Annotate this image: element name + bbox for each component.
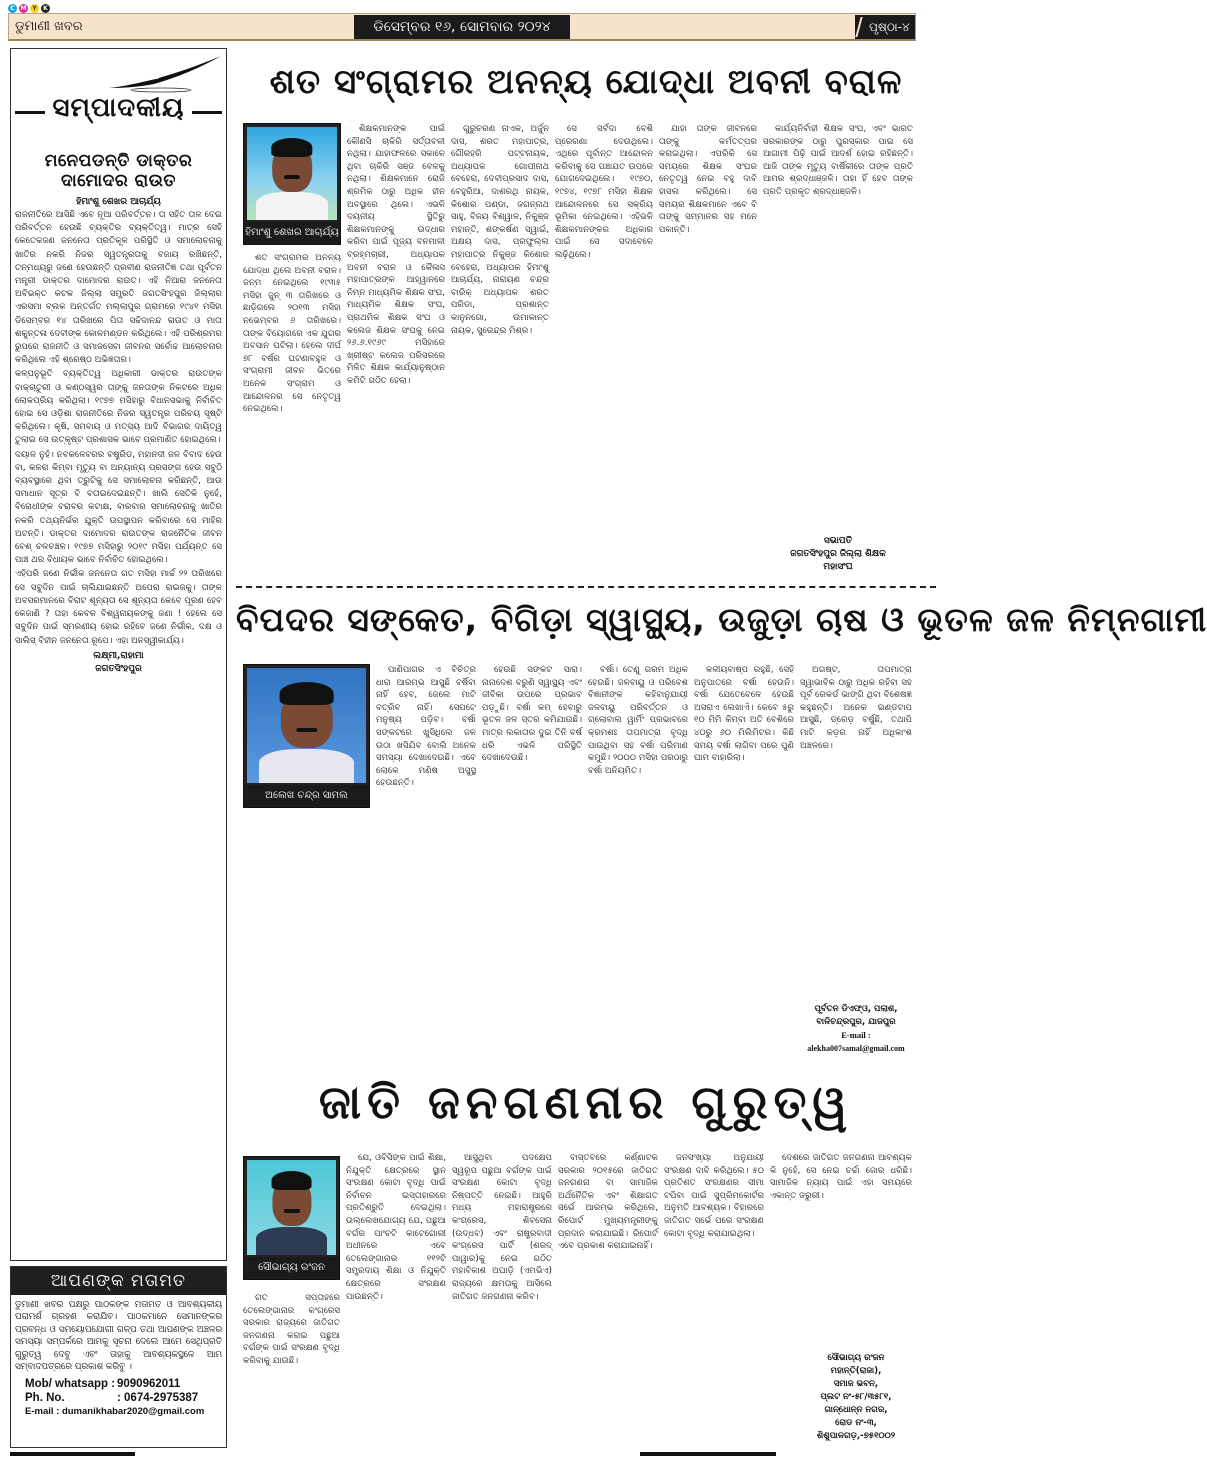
signature-line: ସଭାପତି	[823, 536, 853, 546]
contact-details	[11, 1375, 226, 1420]
photo-caption: ହିମାଂଶୁ ଶେଖର ଆଚାର୍ଯ୍ୟ	[244, 222, 340, 244]
contact-label: Mob/ whatsapp :	[25, 1378, 116, 1391]
article-2-column	[800, 664, 912, 999]
portrait-shirt	[256, 1227, 327, 1256]
article-2-signature	[800, 1003, 912, 1055]
contact-label: Ph. No.	[25, 1392, 65, 1405]
print-registration-marks	[8, 4, 50, 13]
section-title: ସମ୍ପାଦକୀୟ	[52, 93, 185, 123]
article-text: ହେଉଛି ସଙ୍କଟ ସାରା। ନାନାଦେଶ ବରୁଣି ସ୍ୱାସ୍ଥ୍ୟ ଏବଂ ଜୀବିକା ଉପରେ ପ୍ରଭାବ ପଡ଼ୁଛି। ବର୍ଷା କମ୍ ହେବାରୁ ଭୂତଳ ଜଳ ସ୍ତର କମିଯାଉଛି। ମାତ୍ର ଲକାତାର ଦୁଇ ତିନି ବର୍ଷ ଧରି ଏଭଳି ପରିସ୍ଥିତି ଦେଖାଦେଉଛି।	[482, 665, 582, 764]
article-3-column	[346, 1152, 446, 1457]
article-3-column	[243, 1292, 340, 1457]
article-text: ଅଗଷ୍ଟ, ତାପମାତ୍ରା ସ୍ୱାଭାବିକ ଠାରୁ ଅଧିକ ରହିବା ସହ ପୂର୍ବ ରେକର୍ଡ ଭାଙ୍ଗି ଥିବା ବିଶେଷଜ୍ଞ କହୁଛନ୍ତି। ଅନେକ ଇଣ୍ଡଟାପ ଆସୁଛି, ଡ୍ରେଡ଼ ବର୍ଷୁଛି, ତଥାପି ମାଟି କଡ଼ର ନାହିଁ ଅଧିକାଂଶ ଅଞ୍ଚଳରେ।	[800, 665, 912, 751]
author-portrait	[247, 127, 337, 220]
article-text: ଗତ ସପ୍ତାହରେ ତେଲେଙ୍ଗାନାର କଂଗ୍ରେସ ସରକାର ରାଜ୍ୟରେ ଜାତିଗତ ଜନଗଣନା କରାଇ ପଛୁଆ ବର୍ଗଙ୍କ ପାଇଁ ସଂରକ୍ଷଣ ବୃଦ୍ଧି କରିବାକୁ ଯାଉଛି।	[243, 1293, 340, 1366]
editorial-logo	[11, 49, 226, 147]
editorial-headline: ମନେପଡନ୍ତି ଡାକ୍ତର ଦାମୋଦର ରାଉତ	[44, 151, 193, 191]
article-separator	[236, 586, 936, 588]
article-1-column	[555, 123, 653, 583]
contact-phone	[25, 1391, 212, 1405]
article-2-column	[376, 664, 476, 1049]
article-text: ବାସ୍ତବରେ କର୍ଣ୍ଣାଟକ ସରକାର ୨୦୧୫ରେ ଜାତିଗତ ଜନଗଣନା ବା ସାମାଜିକ ଅର୍ଥନୈତିକ ଏବଂ ଶିକ୍ଷାଗତ ସର୍ଭେ ଆରମ୍ଭ କରିଥିଲେ, ରିପୋର୍ଟ ମୁଖ୍ୟମନ୍ତ୍ରୀଙ୍କୁ ପ୍ରଦାନ କରାଯାଇଛି। ରିପୋର୍ଟ ଏବେ ପ୍ରକାଶ କରାଯାଇନାହିଁ।	[558, 1153, 658, 1252]
signature-line: E-mail :	[841, 1030, 871, 1040]
editorial-body	[11, 209, 226, 648]
portrait-shirt	[256, 192, 328, 220]
portrait-moustache	[284, 175, 300, 179]
article-text: ଜନସଂଖ୍ୟା ଅନୁଯାୟୀ ସଂରକ୍ଷଣ ଦାବି କରିଥିଲେ। ୫୦ ପ୍ରତିଶତ ସଂରକ୍ଷଣର ସୀମା ଟପିବା ପାଇଁ ସୁପ୍ରିମକୋର୍ଟର ଅନୁମତି ଆବଶ୍ୟକ। ବିହାରରେ ଜାତିଗତ ସର୍ଭେ ପରେ ସଂରକ୍ଷଣ କୋଟା ବୃଦ୍ଧି କରାଯାଇଥିଲା।	[664, 1153, 764, 1239]
article-3-author-photo	[243, 1156, 340, 1295]
article-3-column	[770, 1152, 912, 1347]
portrait-hair	[271, 138, 312, 157]
signature-line: ଗାନ୍ଧୋନ୍ନ ନଗର,	[824, 1405, 888, 1415]
article-text: ଯେ, ଓବିସିଙ୍କ ପାଇଁ ଶିକ୍ଷା, ନିଯୁକ୍ତି କ୍ଷେତ୍ରରେ ସ୍ଥାନ ସଂରକ୍ଷଣ କୋଟା ବୃଦ୍ଧି ପାଇଁ ନିର୍ବାଚନ ଇସ୍ତାହାରରେ ପ୍ରତିଶ୍ରୁତି ଦେଇଥିଲା। ଉଲ୍ଲେଖଯୋଗ୍ୟ ଯେ, ପଛୁଆ ବର୍ଗର ପାଂଚଟି କାଟେଗୋରୀ ଅଧୀନରେ ଏବେ ତେଲେଙ୍ଗାନାର ୧୧୨ଟି ସମ୍ପ୍ରଦାୟ ଶିକ୍ଷା ଓ ନିଯୁକ୍ତି କ୍ଷେତ୍ରରେ ସଂରକ୍ଷଣ ପାଉଛନ୍ତି।	[346, 1153, 446, 1302]
editorial-paragraph: ରାଜନୀତିରେ ଆସିଛି ଏବେ ନୂଆ ପରିବର୍ତ୍ତନ। ତା ସହିତ ତାଳ ଦେଇ ପରିବର୍ତ୍ତନ ହେଉଛି ବ୍ୟକ୍ତିର ବ୍ୟକ୍ତିତ୍ୱ। ମାତ୍ର ସେହି କେତେକଜଣ ଜନନେତା ପ୍ରତିକୂଳ ପରିସ୍ଥିତି ଓ ସମାଲୋଚନାକୁ ଖାତିର ନକରି ନିଜର ସ୍ୱତନ୍ତ୍ରତାକୁ ବଜାୟ ରଖିଛନ୍ତି, ତନ୍ମଧ୍ୟରୁ ଜଣେ ହେଉଛନ୍ତି ପ୍ରବୀଣ ରାଜନୀତିଜ୍ଞ ତଥା ପୂର୍ବତନ ମନ୍ତ୍ରୀ ଡାକ୍ତର ଦାମୋଦର ରାଉତ। ଏହି ନିଆରା ଜନନେତା ଅବିଭକ୍ତ କଟକ ଜିଲ୍ଲା ସମ୍ପ୍ରତି ଜଗତସିଂହପୁର ଜିଲ୍ଲାର ଏରସମା ବ୍ଲକ ଅନ୍ତର୍ଗତ ମଲ୍ଲାପୁର ଗ୍ରାମରେ ୧୯୪୧ ମସିହା ଡିସେମ୍ବର ୧୪ ତାରିଖରେ ପିତା ସଚ୍ଚିଦାନନ୍ଦ ରାଉତ ଓ ମାତା ଶକୁନ୍ତଳା ଦେବୀଙ୍କ କୋଳମଣ୍ଡନ କରିଥିଲେ। ଏହି ପରିଶ୍ରମର ରୁପରେ ରାଜନୀତି ଓ ସମାଜସେବା ଜୀବନର ସର୍ବୋଚ୍ଚ ଆଲୋଚନାର କରିଥିଲେ ଏହି ଶ୍ରେଷ୍ଠ ଅଭିଜ୍ଞତାର।	[15, 210, 222, 366]
cyan-mark: C	[8, 4, 17, 13]
signature-line: ମହାନ୍ତି(ରାଜା),	[830, 1366, 882, 1376]
yellow-mark: Y	[30, 4, 39, 13]
article-1-column	[763, 123, 913, 513]
article-1-column	[347, 123, 445, 583]
article-3-column	[558, 1152, 658, 1457]
signature-line: ବାଳିଚନ୍ଦ୍ରପୁର, ଯାଜପୁର	[816, 1017, 896, 1027]
article-text: ପାଣିପାଗର ଏ ବିଚିତ୍ର ଧାରା ଆରମ୍ଭ ଆସୁଛି ବର୍ଷିବା ନାହିଁ ହେବ, ଜେଲେ ମାଟି ବତ୍ରିବ ନାହିଁ। ସେପଟେ ମନୁଷ୍ୟ ପଡ଼ିବ। ବର୍ଷା ସଙ୍କଟରେ ଖୁସିଧିଲେ ଜଳ ଉଠା ଖସିଯିବ ବୋଲି ଅନେକ ସମସ୍ୟା ଦେଖାଦେଉଛି। ଏବେ ଲୋକେ ମଣିଷ ଅସୁସ୍ଥ ହେଉଛନ୍ତି।	[376, 665, 476, 789]
reader-opinion-box	[10, 1266, 227, 1448]
article-1-column	[451, 123, 549, 583]
bottom-rule	[10, 1452, 135, 1456]
editorial-paragraph: କଳ୍ପନୁଭୂତି ବ୍ୟକ୍ତିତ୍ୱ ଅଧିକାରୀ ଡାକ୍ତର ରାଉତଙ୍କ ବାକ୍‌ଚାତୁରୀ ଓ କଣ୍ଠସ୍ୱର ତାଙ୍କୁ ଜନତାଙ୍କ ନିକଟରେ ଅଧିକ ଲୋକପ୍ରିୟ କରିଥିଲା। ୧୯୭୭ ମସିହାରୁ ବିଧାନସଭାକୁ ନିର୍ବାଚିତ ହୋଇ ସେ ଓଡ଼ିଶା ରାଜନୀତିରେ ନିଜର ସ୍ୱତନ୍ତ୍ର ପରିଚୟ ସୃଷ୍ଟି କରିଥିଲେ। କୃଷି, ସମବାୟ ଓ ମତ୍ସ୍ୟ ଆଦି ବିଭାଗର ଦାୟିତ୍ୱ ତୁଲାଇ ସେ ଉତ୍କୃଷ୍ଟ ପ୍ରଶାସକ ଭାବେ ପ୍ରମାଣିତ ହୋଇଥିଲେ।	[15, 369, 222, 446]
editorial-paragraph: ଏହିପରି ଜଣେ ନିର୍ଭୀକ ଜନନେତା ଗତ ମସିହା ମାର୍ଚ୍ଚ ୨୨ ତାରିଖରେ ସେ ସବୁଦିନ ପାଇଁ ଚାଲିଯାଇଛନ୍ତି ଅପେରା ରାଇଜକୁ। ତାଙ୍କ ଅବସରମାନରେ ବିରାଟ ଶୂନ୍ୟତା ସେ ଶୂନ୍ୟତା କେବେ ପୂରଣ ହେବ କେଜାଣି ? ତାହା କେବଳ ବିଶ୍ୱନାୟକଙ୍କୁ ଜଣା ! ହେଲେ ସେ ସବୁଦିନ ପାଇଁ ସ୍ମରଣୀୟ ହୋଇ ରହିବେ ଜଣେ ନିର୍ଭୀକ, ଦକ୍ଷ ଓ ସାଲିସ୍ ବିହୀନ ଜନନେତା ରୂପେ। ଏହା ଅନସ୍ୱୀକାର୍ଯ୍ୟ।	[15, 569, 222, 646]
author-portrait	[247, 1160, 336, 1255]
signature-line: ମହାସଂଘ	[823, 562, 853, 572]
portrait-shirt	[259, 749, 354, 784]
author-portrait	[247, 668, 366, 783]
portrait-hair	[271, 1171, 312, 1190]
article-2-column	[482, 664, 582, 1049]
paper-name: ଡୁମାଣୀ ଖବର	[15, 19, 83, 34]
article-2-column	[588, 664, 688, 1049]
author-email[interactable]: alekha007samal@gmail.com	[807, 1044, 905, 1053]
article-3-signature	[800, 1352, 912, 1443]
black-mark: K	[41, 4, 50, 13]
phone-number[interactable]: : 0674-2975387	[117, 1392, 199, 1405]
title-rule-right	[192, 111, 222, 114]
article-1-author-photo	[243, 123, 341, 245]
contact-mobile	[25, 1377, 212, 1391]
article-text: ଆସୁଥିବା ପଦକ୍ଷେପ ସ୍ୱରୂପ ପଛୁଆ ବର୍ଗଙ୍କ ପାଇଁ ସଂରକ୍ଷଣ କୋଟା ବୃଦ୍ଧି ନିଷ୍ପତ୍ତି ନେଇଛି। ଆହୁରି ମଧ୍ୟ ମହାରାଷ୍ଟ୍ରରେ କଂଗ୍ରେସ, ଶିବସେନା (ଉଦ୍ଧବ) ଏବଂ ରାଷ୍ଟ୍ରବାଦୀ କଂଗ୍ରେସ ପାର୍ଟି (ଶରଦ୍ ପାୱାର)କୁ ନେଇ ଗଠିତ ମହାବିକାଶ ଅଘାଡ଼ି (ଏମଭିଏ) ରାଜ୍ୟରେ କ୍ଷମତାକୁ ଆସିଲେ ଜାତିଗତ ଜନଗଣନା କରିବ।	[452, 1153, 552, 1302]
opinion-title: ଆପଣଙ୍କ ମତାମତ	[11, 1267, 226, 1295]
signature-line: ଶିଶୁପାଳଗଡ଼,-୭୫୧୦୦୨	[816, 1431, 896, 1441]
portrait-moustache	[283, 1209, 299, 1213]
article-text: ଦେଶରେ ଜାତିଗତ ଜନଗଣନା ଆବଶ୍ୟକ କି ନୁହେଁ, ସେ ନେଇ ଚର୍ଚ୍ଚା ଜୋର ଧରିଛି। ସାମାଜିକ ନ୍ୟାୟ ପାଇଁ ଏହା ସମୟରେ ଏକାନ୍ତ ଜରୁରୀ।	[770, 1153, 912, 1201]
masthead	[8, 13, 916, 41]
editorial-signature	[11, 650, 226, 676]
portrait-moustache	[296, 728, 317, 733]
article-text: ସେ ସର୍ବଦା ବେଶି ପ୍ରେରଣା ଦେଉଥିଲେ। ଏଥିରେ ପୂର୍ବାନ୍ତ ଆନ୍ଦୋଳନ କରିବାକୁ ସେ ପଞ୍ଚାଯତ ଉପରେ ଯୋଗଦେଇଥିଲେ। ୧୯୭୦, ୧୯୭୪, ୧୯୭୮ ମସିହା ଶିକ୍ଷକ ଆନ୍ଦୋଳନରେ ସେ ସକ୍ରିୟ ଭୂମିକା ନେଇଥିଲେ। ଏହିଭଳି ଶିକ୍ଷକମାନଙ୍କର ଅଧିକାର ପାଇଁ ସେ ସଦାବେଳେ ଲଢ଼ିଥିଲେ।	[555, 124, 653, 260]
article-text: ଶିକ୍ଷକମାନଙ୍କ ପାଇଁ କୌଣସି ଚାକିରି ସର୍ତ୍ତାବଳୀ ନଥିଲା। ଯାହାଫଳରେ ସକାଳେ ଥିବା ଚାକିରି ସଞ୍ଜ ବେଳକୁ ନଥିଲା। ଶିକ୍ଷକମାନେ ରୋଜି ଶ୍ରମିକ ଠାରୁ ଅଧିକ ହୀନ ଅବସ୍ଥାରେ ଥିଲେ। ଏଭଳି ଦୟନୀୟ ସ୍ଥିତିରୁ ଶିକ୍ଷକମାନଙ୍କୁ ଉଦ୍ଧାର କରିବା ପାଇଁ ପୂଜ୍ୟ ବନମାଳୀ ବ୍ରହ୍ମଚାରୀ, ଅଧ୍ୟାପକ ଅବନୀ ବରାଳ ଓ କୈଳାସ ମହାପାତ୍ରଙ୍କ ଆହ୍ୱାନରେ ନିମ୍ନ ମାଧ୍ୟମିକ ଶିକ୍ଷକ ସଂଘ, ମାଧ୍ୟମିକ ଶିକ୍ଷକ ସଂଘ, ପ୍ରାଥମିକ ଶିକ୍ଷକ ସଂଘ ଓ କଲେଜ ଶିକ୍ଷକ ସଂଘକୁ ନେଇ ୨୬.୬.୧୯୬୯ ମସିହାରେ ଖ୍ରୀଷ୍ଟ କଲେଜ ପରିସରରେ ମିଳିତ ଶିକ୍ଷକ କାର୍ଯ୍ୟାନୁଷ୍ଠାନ କମିଟି ଗଠିତ ହେଲା।	[347, 124, 445, 386]
article-2-author-photo	[243, 664, 370, 808]
opinion-body: ଡୁମାଣୀ ଖବର ପକ୍ଷରୁ ପାଠକଙ୍କ ମତାମତ ଓ ଆବଶ୍ୟକୀୟ ପରାମର୍ଶ ଗ୍ରହଣ କରାଯିବ। ପାଠକମାନେ ସେମାନଙ୍କର ପ୍ରବନ୍ଧ ଓ ସମୟୋପଯୋଗୀ ଗଳ୍ପ ତଥା ଆପଣଙ୍କ ଅଞ୍ଚଳର ସମସ୍ୟା ସମ୍ପର୍କରେ ଆମକୁ ସୂଚନା ଦେଲେ ଆମେ ସେଥିପ୍ରତି ଗୁରୁତ୍ୱ ଦେବୁ ଏବଂ ତାହାକୁ ଆବଶ୍ୟକସ୍ଥଳେ ଆମ ସମ୍ବାଦପତ୍ରରେ ପ୍ରକାଶ କରିବୁ ।	[15, 1300, 222, 1373]
issue-date: ଡିସେମ୍ବର ୧୬, ସୋମବାର ୨୦୨୪	[354, 15, 570, 39]
article-text: କଳୀୟବାଷ୍ପ ରହୁଛି, ସେହି ଅନୁପାତରେ ବର୍ଷା ହେଉନି। ବର୍ଷା ଯେତେବେଳେ ହେଉଛି ଅସରାଏ ଲେଖାଏଁ। କେବେ ୫ରୁ ୧୦ ମିମି କିମ୍ବା ଅତି ବେଶିରେ ୪୦ରୁ ୬୦ ମିଲିମିଟର। କିଛି ସମୟ ବର୍ଷା ଲାଗିବା ପରେ ପୁଣି ଘାମ ବାହାରିଲା।	[694, 665, 794, 764]
article-2-column	[694, 664, 794, 1049]
magenta-mark: M	[20, 5, 27, 12]
signature-line: ଜଗତସିଂହପୁର	[95, 663, 142, 674]
page-number: ପୃଷ୍ଠା-୪	[855, 15, 915, 39]
portrait-hair	[279, 682, 334, 705]
article-text: ବର୍ଷା। ତେଣୁ ଗରମ ଅଧିକ ହେଉଛି। ଜଳବାୟୁ ଓ ପରିବେଶ ବିଜ୍ଞାନୀଙ୍କ କହିବାନୁଯାୟୀ ଜଳବାୟୁ ପରିବର୍ତ୍ତନ ଓ ଗ୍ଲୋବାଲ ୱାର୍ମିଂ ପ୍ରଭାବରେ କ୍ରମଶଃ ତାପମାତ୍ରା ବୃଦ୍ଧି ପାଉଥିବା ସହ ବର୍ଷା ପରିମାଣ କମୁଛି। ୨୦୦୦ ମସିହା ପରଠାରୁ ବର୍ଷା ଅନିୟମିତ।	[588, 665, 688, 776]
article-2-headline: ବିପଦର ସଙ୍କେତ, ବିଗିଡ଼ା ସ୍ୱାସ୍ଥ୍ୟ, ଉଜୁଡ଼ା ଚାଷ ଓ ଭୂତଳ ଜଳ ନିମ୍ନଗାମୀ	[236, 600, 1207, 639]
signature-line: ସୌଭାଗ୍ୟ ରଂଜନ	[827, 1353, 885, 1363]
editorial-paragraph: ଦୟାଳ ନୁହଁ। ନବକଳେବରର ବଷ୍ଟ୍ରିଡ, ମହାନଦୀ ଜଳ ବିବାଦ ହେଉ ବା, କଳରା କିମ୍ବା ମୃତ୍ୟୁ ବା ଅନ୍ୟାନ୍ୟ ପ୍ରସଙ୍ଗ ହେଉ ସବୁଠି ବ୍ୟବସ୍ଥାରେ ଥିବା ତ୍ରୁଟିକୁ ସେ ସମାଲୋଚନା କରିଛନ୍ତି, ଆଉ ସମାଧାନ ସୂତ୍ର ବି ବତାଇଦେଇଛନ୍ତି। ଖାଲି ସେତିକି ନୁହେଁ, ବିରୋଧୀଙ୍କ ବରାବର କଟାକ୍ଷ, ବାରବାର ସମାଲୋଚନାକୁ ଖାତିର ନକରି ତଥ୍ୟନିର୍ଭର ଯୁକ୍ତି ଉପସ୍ଥାପନ କରିବାରେ ସେ ମାହିର ଅଟନ୍ତି। ଡାକ୍ତର ଦାମୋଦର ରାଉତଙ୍କ ରାଜନୈତିକ ଜୀବନ ବେଶ୍ ଚଳଚଞ୍ଚଳ। ୧୯୭୭ ମସିହାରୁ ୨୦୧୯ ମସିହା ପର୍ଯ୍ୟନ୍ତ ସେ ପାଞ୍ଚ ଥର ବିଧାୟକ ଭାବେ ନିର୍ବାଚିତ ହୋଇଥିଲେ।	[15, 449, 222, 566]
signature-line: ରୋଡ ନଂ-୩,	[835, 1418, 877, 1428]
signature-line: ଜଗତସିଂହପୁର ଜିଲ୍ଲା ଶିକ୍ଷକ	[790, 549, 886, 559]
article-1-signature	[763, 535, 913, 574]
mobile-number[interactable]: 9090962011	[117, 1378, 181, 1391]
article-3-column	[664, 1152, 764, 1457]
article-1-column	[243, 252, 341, 582]
signature-line: ସମାଜ ଭବନ,	[833, 1379, 879, 1389]
editorial-column	[10, 48, 227, 1261]
photo-caption: ଅଲେଖ ଚନ୍ଦ୍ର ସାମଲ	[244, 785, 369, 807]
article-3-headline: ଜାତି ଜନଗଣନାର ଗୁରୁତ୍ୱ	[318, 1075, 854, 1129]
signature-line: ପ୍ଲଟ ନଂ-୫୮/୩୫୮୧,	[820, 1392, 892, 1402]
article-text: କାର୍ଯ୍ୟନିର୍ବାହୀ ଶିକ୍ଷକ ସଂଘ, ଏବଂ ଭାରତ ସରକାରଙ୍କ ଠାରୁ ପୁରସ୍କାର ପାଇ ସେ ଆଗାମୀ ପିଢ଼ି ପାଇଁ ଆଦର୍ଶ ହୋଇ ରହିଛନ୍ତି। ଆଜି ତାଙ୍କ ମୃତ୍ୟୁ ବାର୍ଷିକୀରେ ତାଙ୍କ ପ୍ରତି ଆମର ଶ୍ରଦ୍ଧାଞ୍ଜଳି। ତାହା ହିଁ ହେବ ତାଙ୍କ ପ୍ରତି ପ୍ରକୃତ ଶ୍ରଦ୍ଧାଞ୍ଜଳି।	[763, 124, 913, 197]
photo-caption: ସୌଭାଗ୍ୟ ରଂଜନ ମହାନ୍ତି	[244, 1257, 339, 1279]
article-text: ଶତ ସଂଗ୍ରାମର ଅନନ୍ୟ ଯୋଦ୍ଧା ଥିଲେ ଅବନୀ ବରାଳ। ଜନ୍ମ ନେଇଥିଲେ ୧୯୩୫ ମସିହା ଜୁନ୍ ୩ ତାରିଖରେ ଓ ଛାଡ଼ିଗଲେ ୨୦୧୩ ମସିହା ନଭେମ୍ବର ୬ ତାରିଖରେ। ତାଙ୍କ ବିୟୋଗରେ ଏକ ଯୁଗର ଅବସାନ ଘଟିଲା। ହେଲେ ଦୀର୍ଘ ୭୮ ବର୍ଷର ଘଟଣାବହୁଳ ଓ ସଂଗ୍ରାମୀ ଜୀବନ ଭିତରେ ଅନେକ ସଂଗ୍ରାମ ଓ ଆନ୍ଦୋଳନର ସେ ନେତୃତ୍ୱ ନେଇଥିଲେ।	[243, 253, 341, 415]
article-text: ଯାହା ତାଙ୍କ ଜୀବନରେ ତାଙ୍କୁ କର୍ମତତ୍ପର କରାଇଥିଲା। ଏପରିକି ସେ ସମୟରେ ଶିକ୍ଷକ ସଂଘର ନେତୃତ୍ୱ ନେଇ ବହୁ ଦାବି ହାସଲ କରିଥିଲେ। ସେ ସମୟର ଶିକ୍ଷକମାନେ ଏବେ ବି ତାଙ୍କୁ ସମ୍ମାନର ସହ ମନେ ପକାନ୍ତି।	[659, 124, 757, 235]
article-1-headline: ଶତ ସଂଗ୍ରାମର ଅନନ୍ୟ ଯୋଦ୍ଧା ଅବନୀ ବରାଳ	[269, 62, 903, 102]
article-text: ଗୁରୁଚରଣ ନାଏକ, ଅର୍ଜୁନ ଦାସ, ଶରତ ମହାପାତ୍ର, ଗୌରହରି ପଟ୍ଟନାୟକ, ଅଧ୍ୟାପକ ଗୋପୀନାଥ ବେହେରା, ଦେବୀପ୍ରସାଦ ଦାସ, ବେହୁରିଆ, ଦାଶରଥି ନାୟକ, କିଶୋର ପଣ୍ଡା, ଜଗନ୍ନାଥ ସାହୁ, ବିଜୟ ବିଶ୍ୱାଳ, ନିକୁଞ୍ଜ ମହାନ୍ତି, ଶଙ୍କର୍ଷଣ ସ୍ୱାଇଁ, ଅକ୍ଷୟ ଦାସ, ପ୍ରଫୁଲ୍ଲ ମହାପାତ୍ର ନିକୁଞ୍ଜ କିଶୋର ବେହେରା, ଅଧ୍ୟାପକ ହିମାଂଶୁ ଆଚାର୍ଯ୍ୟ, ନାରାୟଣ ଚନ୍ଦ୍ର ବାରିକ୍ ଅଧ୍ୟାପକ ଶରତ ପରିଡା, ପ୍ରଶାନ୍ତ କାନୁନଗୋ, ଉମାକାନ୍ତ ନାୟକ, ସୁରେନ୍ଦ୍ର ମିଶ୍ର।	[451, 124, 549, 336]
article-1-column	[659, 123, 757, 583]
signature-line: ଲକ୍ଷ୍ମୀ,ରାହାମା	[93, 650, 144, 661]
article-3-column	[452, 1152, 552, 1457]
signature-line: ପୂର୍ବତନ ଡିଏଫ୍‌ଓ, ପଲାଶ,	[814, 1004, 898, 1014]
editorial-byline: ହିମାଂଶୁ ଶେଖର ଆଚାର୍ଯ୍ୟ	[76, 197, 161, 207]
bottom-rule	[640, 1452, 776, 1456]
contact-email[interactable]: E-mail : dumanikhabar2020@gmail.com	[25, 1406, 205, 1418]
quill-pen-icon	[99, 54, 224, 94]
